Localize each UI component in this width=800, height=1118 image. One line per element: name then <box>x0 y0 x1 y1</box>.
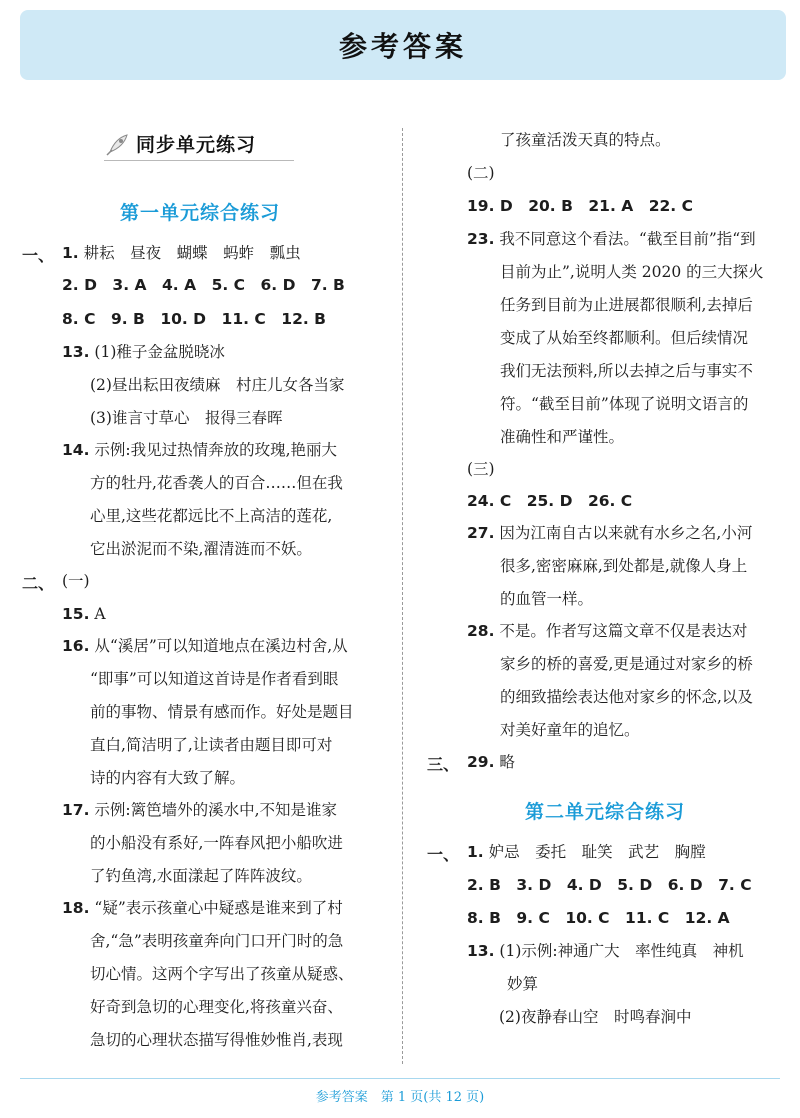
q28-line3: 的细致描绘表达他对家乡的怀念,以及 <box>500 688 753 706</box>
unit2-q1-text: 妒忌 委托 耻笑 武艺 胸膛 <box>488 843 706 861</box>
q1-number: 1. <box>62 244 79 262</box>
part2-subsection-1: (一) <box>62 572 90 590</box>
q27-line3: 的血管一样。 <box>500 590 594 608</box>
q15-number: 15. <box>62 605 90 623</box>
q23-number: 23. <box>467 230 495 248</box>
unit2-answers-2-7: 2. B 3. D 4. D 5. D 6. D 7. C <box>467 876 752 894</box>
page-title: 参考答案 <box>338 30 467 63</box>
answers-19-22: 19. D 20. B 21. A 22. C <box>467 197 693 215</box>
q13-line1 <box>62 342 225 362</box>
q14-line4: 它出淤泥而不染,濯清涟而不妖。 <box>90 540 312 558</box>
q17-line1 <box>62 800 337 820</box>
footer-rule <box>20 1078 780 1079</box>
column-divider <box>402 128 403 1064</box>
q13-line3: (3)谁言寸草心 报得三春晖 <box>90 409 283 427</box>
q23-line2: 目前为止”,说明人类 2020 的三大探火 <box>500 263 764 281</box>
q18-text1: “疑”表示孩童心中疑惑是谁来到了村 <box>94 899 343 917</box>
unit2-q1-number: 1. <box>467 843 484 861</box>
part1-label: 一、 <box>22 246 55 265</box>
q18-line1 <box>62 898 343 918</box>
rocket-icon <box>104 132 130 158</box>
title-banner <box>20 10 786 80</box>
unit2-title: 第二单元综合练习 <box>525 801 686 823</box>
unit2-q13-line2: 妙算 <box>507 975 539 993</box>
answers-8-12: 8. C 9. B 10. D 11. C 12. B <box>62 310 326 328</box>
unit2-q13-number: 13. <box>467 942 495 960</box>
q23-line3: 任务到目前为止进展都很顺利,去掉后 <box>500 296 753 314</box>
part3-label: 三、 <box>427 755 460 774</box>
unit2-answers-8-12: 8. B 9. C 10. C 11. C 12. A <box>467 909 730 927</box>
q29-number: 29. <box>467 753 495 771</box>
q14-line1 <box>62 440 337 460</box>
unit2-q13-text1: (1)示例:神通广大 率性纯真 神机 <box>499 942 744 960</box>
q23-line4: 变成了从始至终都顺利。但后续情况 <box>500 329 749 347</box>
part2-label: 二、 <box>22 574 55 593</box>
unit1-title: 第一单元综合练习 <box>120 202 281 224</box>
q17-text1: 示例:篱笆墙外的溪水中,不知是谁家 <box>94 801 338 819</box>
q14-text1: 示例:我见过热情奔放的玫瑰,艳丽大 <box>94 441 338 459</box>
q28-line1 <box>467 621 747 641</box>
q29-text: 略 <box>499 753 515 771</box>
q1-answer <box>62 243 301 263</box>
q23-text1: 我不同意这个看法。“截至目前”指“到 <box>499 230 756 248</box>
q27-number: 27. <box>467 524 495 542</box>
q28-line2: 家乡的桥的喜爱,更是通过对家乡的桥 <box>500 655 753 673</box>
q27-line1 <box>467 523 752 543</box>
page-footer: 参考答案 第 1 页(共 12 页) <box>315 1090 485 1105</box>
q16-number: 16. <box>62 637 90 655</box>
q28-number: 28. <box>467 622 495 640</box>
q15-answer <box>62 604 106 624</box>
q18-line2: 舍,“急”表明孩童奔向门口开门时的急 <box>90 932 344 950</box>
q17-line3: 了钓鱼湾,水面漾起了阵阵波纹。 <box>90 867 312 885</box>
q18-number: 18. <box>62 899 90 917</box>
q16-line3: 前的事物、情景有感而作。好处是题目 <box>90 703 354 721</box>
answers-24-26: 24. C 25. D 26. C <box>467 492 633 510</box>
q15-text: A <box>94 605 106 623</box>
q14-line3: 心里,这些花都远比不上高洁的莲花, <box>90 507 333 525</box>
q23-line1 <box>467 229 756 249</box>
q23-line7: 准确性和严谨性。 <box>500 428 625 446</box>
q14-line2: 方的牡丹,花香袭人的百合……但在我 <box>90 474 343 492</box>
q27-line2: 很多,密密麻麻,到处都是,就像人身上 <box>500 557 748 575</box>
q23-line5: 我们无法预料,所以去掉之后与事实不 <box>500 362 753 380</box>
q16-line2: “即事”可以知道这首诗是作者看到眼 <box>90 670 339 688</box>
unit2-q13-line1 <box>467 941 744 961</box>
q27-text1: 因为江南自古以来就有水乡之名,小河 <box>499 524 753 542</box>
q18-line5: 急切的心理状态描写得惟妙惟肖,表现 <box>90 1031 343 1049</box>
section-heading-text: 同步单元练习 <box>136 134 257 156</box>
unit2-q13-line3: (2)夜静春山空 时鸣春涧中 <box>499 1008 692 1026</box>
q16-text1: 从“溪居”可以知道地点在溪边村舍,从 <box>94 637 348 655</box>
answers-2-7: 2. D 3. A 4. A 5. C 6. D 7. B <box>62 276 345 294</box>
q29-answer <box>467 752 515 772</box>
q18-line3: 切心情。这两个字写出了孩童从疑惑、 <box>90 965 354 983</box>
section-heading <box>104 128 294 161</box>
q18-line6: 了孩童活泼天真的特点。 <box>500 131 671 149</box>
part2-subsection-3: (三) <box>467 460 495 478</box>
q28-line4: 对美好童年的追忆。 <box>500 721 640 739</box>
q23-line6: 符。“截至目前”体现了说明文语言的 <box>500 395 749 413</box>
q17-line2: 的小船没有系好,一阵春风把小船吹进 <box>90 834 343 852</box>
q28-text1: 不是。作者写这篇文章不仅是表达对 <box>499 622 748 640</box>
q13-line2: (2)昼出耘田夜绩麻 村庄儿女各当家 <box>90 376 345 394</box>
q16-line5: 诗的内容有大致了解。 <box>90 769 246 787</box>
q16-line4: 直白,简洁明了,让读者由题目即可对 <box>90 736 333 754</box>
q13-number: 13. <box>62 343 90 361</box>
unit2-part1-label: 一、 <box>427 845 460 864</box>
q13-text1: (1)稚子金盆脱晓冰 <box>94 343 225 361</box>
q18-line4: 好奇到急切的心理变化,将孩童兴奋、 <box>90 998 343 1016</box>
q1-text: 耕耘 昼夜 蝴蝶 蚂蚱 瓢虫 <box>83 244 301 262</box>
part2-subsection-2: (二) <box>467 164 495 182</box>
q14-number: 14. <box>62 441 90 459</box>
q17-number: 17. <box>62 801 90 819</box>
q16-line1 <box>62 636 348 656</box>
unit2-q1-answer <box>467 842 706 862</box>
